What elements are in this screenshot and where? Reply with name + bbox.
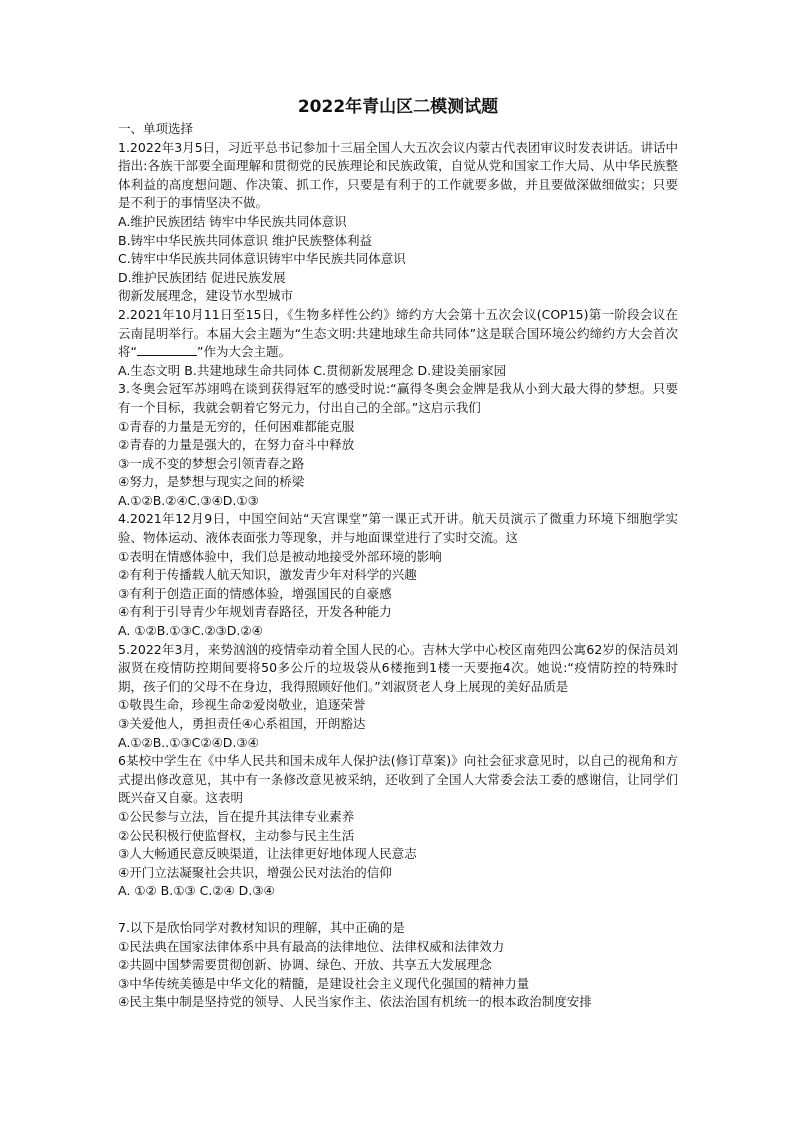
question-4-item-2: ②有利于传播载人航天知识，激发青少年对科学的兴趣 xyxy=(118,567,417,583)
question-3-item-3: ③一成不变的梦想会引领青春之路 xyxy=(118,455,305,471)
question-7-item-1: ①民法典在国家法律体系中具有最高的法律地位、法律权威和法律效力 xyxy=(118,938,505,954)
question-7-item-2: ②共圆中国梦需要贯彻创新、协调、绿色、开放、共享五大发展理念 xyxy=(118,957,492,973)
question-2-options: A.生态文明 B.共建地球生命共同体 C.贯彻新发展理念 D.建设美丽家园 xyxy=(118,362,507,378)
section-heading: 一、单项选择 xyxy=(118,121,194,136)
question-6-item-2: ②公民积极行使监督权，主动参与民主生活 xyxy=(118,827,355,843)
question-7-item-3: ③中华传统美德是中华文化的精髓，是建设社会主义现代化强国的精神力量 xyxy=(118,975,530,991)
question-1-stem: 1.2022年3月5日，习近平总书记参加十三届全国人大五次会议内蒙古代表团审议时发表讲话。讲话中指出:各族干部要全面理解和贯彻党的民族理论和民族政策，自觉从党和国家工作大局、从中华民族整体利益的高度想问题、作决策、抓工作，只要是有利于的工作就要多做，并且要做深做细做实；只要是不利于的事情坚决不做。 xyxy=(118,139,678,211)
question-6-item-4: ④开门立法凝聚社会共识，增强公民对法治的信仰 xyxy=(118,864,392,880)
exam-page xyxy=(118,96,678,1012)
question-2-stem-after: ”作为大会主题。 xyxy=(196,344,291,360)
question-5-item-1: ①敬畏生命，珍视生命②爱岗敬业，追逐荣誉 xyxy=(118,697,366,713)
question-4-item-3: ③有利于创造正面的情感体验，增强国民的自豪感 xyxy=(118,585,392,601)
question-2-stem-before: 2.2021年10月11日至15日，《生物多样性公约》缔约方大会第十五次会议(COP15)第一阶段会议在云南昆明举行。本届大会主题为“生态文明:共建地球生命共同体”这是联合国环境公约缔约方大会首次将“ xyxy=(118,306,678,360)
question-6-item-3: ③人大畅通民意反映渠道，让法律更好地体现人民意志 xyxy=(118,846,417,862)
question-3-item-2: ②青春的力量是强大的，在努力奋斗中释放 xyxy=(118,437,355,453)
question-3-options: A.①②B.②④C.③④D.①③ xyxy=(118,492,259,508)
question-3-item-4: ④努力，是梦想与现实之间的桥梁 xyxy=(118,474,305,490)
question-1-option-d: D.维护民族团结 促进民族发展 xyxy=(118,269,286,285)
question-4-stem: 4.2021年12月9日，中国空间站“天宫课堂”第一课正式开讲。航天员演示了微重力环境下细胞学实验、物体运动、液体表面张力等现象，并与地面课堂进行了实时交流。这 xyxy=(118,511,678,546)
question-3-stem: 3.冬奥会冠军苏翊鸣在谈到获得冠军的感受时说:“赢得冬奥会金牌是我从小到大最大得的梦想。只要有一个目标，我就会朝着它努元力，付出自己的全部。”这启示我们 xyxy=(118,381,678,415)
question-6-item-1: ①公民参与立法，旨在提升其法律专业素养 xyxy=(118,808,355,824)
question-7-item-4: ④民主集中制是坚持党的领导、人民当家作主、依法治国有机统一的根本政治制度安排 xyxy=(118,994,592,1010)
spacer xyxy=(118,901,678,919)
page-title: 2022年青山区二模测试题 xyxy=(297,97,499,117)
question-1-option-b: B.铸牢中华民族共同体意识 维护民族整体利益 xyxy=(118,232,373,248)
question-7-stem: 7.以下是欣怡同学对教材知识的理解，其中正确的是 xyxy=(118,919,405,935)
question-6-stem: 6某校中学生在《中华人民共和国未成年人保护法(修订草案)》向社会征求意见时，以自己的视角和方式提出修改意见，其中有一条修改意见被采纳，还收到了全国人大常委会法工委的感谢信，让同学们既兴奋又自豪。这表明 xyxy=(118,753,678,806)
question-4-options: A. ①②B.①③C.②③D.②④ xyxy=(118,623,263,639)
question-5-stem: 5.2022年3月，来势汹汹的疫情牵动着全国人民的心。吉林大学中心校区南苑四公寓62岁的保洁员刘淑贤在疫情防控期间要将50多公斤的垃圾袋从6楼拖到1楼一天要拖4次。她说:“疫情防控的特殊时期，孩子们的父母不在身边，我得照顾好他们。”刘淑贤老人身上展现的美好品质是 xyxy=(118,641,678,694)
question-2-stem xyxy=(118,306,678,362)
question-1-option-c: C.铸牢中华民族共同体意识铸牢中华民族共同体意识 xyxy=(118,251,406,267)
question-5-item-2: ③关爱他人，勇担责任④心系祖国，开朗豁达 xyxy=(118,716,366,731)
question-4-item-4: ④有利于引导青少年规划青春路径，开发各种能力 xyxy=(118,604,392,620)
answer-blank xyxy=(137,343,197,356)
question-1-option-a: A.维护民族团结 铸牢中华民族共同体意识 xyxy=(118,213,347,229)
question-6-options: A. ①② B.①③ C.②④ D.③④ xyxy=(118,883,275,899)
question-5-options: A.①②B..①③C②④D.③④ xyxy=(118,734,259,750)
question-1-extra-line: 彻新发展理念，建设节水型城市 xyxy=(118,288,294,304)
question-3-item-1: ①青春的力量是无穷的，任何困难都能克服 xyxy=(118,418,355,434)
question-4-item-1: ①表明在情感体验中，我们总是被动地接受外部环境的影响 xyxy=(118,548,442,564)
